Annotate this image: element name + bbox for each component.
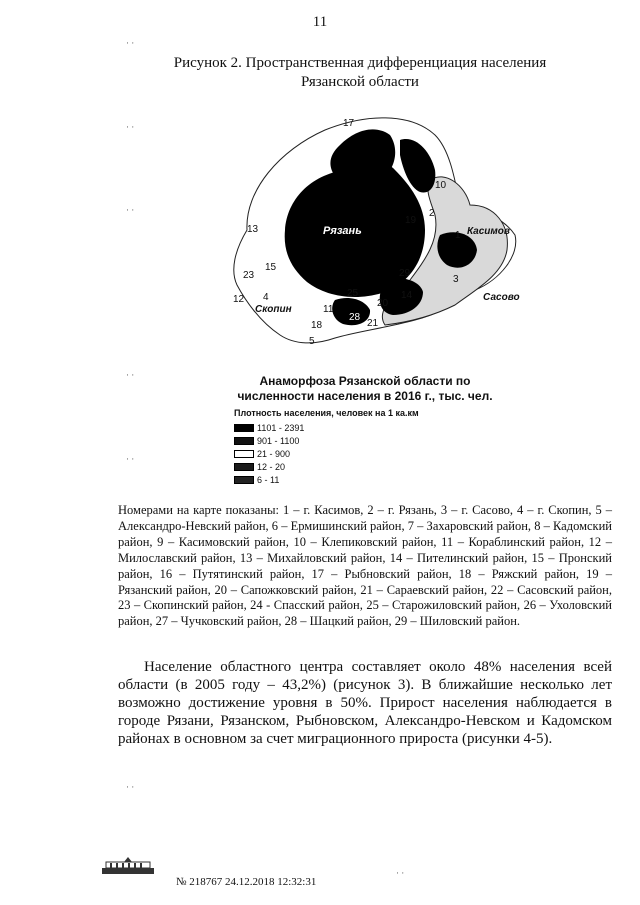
- figure-title-line-2: Рязанской области: [301, 74, 419, 90]
- anamorphosis-title: [225, 374, 505, 404]
- figure-title: [150, 54, 570, 92]
- legend-label: 1101 - 2391: [257, 422, 305, 433]
- scan-mark: · ·: [126, 370, 135, 380]
- legend-swatch: [234, 424, 254, 432]
- scan-mark: · ·: [126, 205, 135, 215]
- district-23: 23: [243, 270, 255, 281]
- legend-swatch: [234, 437, 254, 445]
- city-skopin-label: Скопин: [255, 304, 292, 315]
- district-5: 5: [309, 336, 315, 347]
- scan-mark: · ·: [126, 782, 135, 792]
- district-29: 29: [399, 268, 411, 279]
- legend-label: 12 - 20: [257, 461, 286, 472]
- legend-item: [234, 434, 419, 447]
- district-19: 19: [405, 215, 417, 226]
- district-15: 15: [265, 262, 277, 273]
- district-13: 13: [247, 224, 259, 235]
- scan-mark: · ·: [126, 454, 135, 464]
- scan-mark: · ·: [126, 122, 135, 132]
- document-stamp: № 218767 24.12.2018 12:32:31: [176, 876, 317, 888]
- anamorphosis-title-line-1: Анаморфоза Рязанской области по: [259, 374, 471, 388]
- legend-swatch: [234, 476, 254, 484]
- district-18: 18: [311, 320, 323, 331]
- legend-title: Плотность населения, человек на 1 ка.км: [234, 408, 419, 418]
- legend-item: [234, 447, 419, 460]
- district-25: 25: [347, 288, 359, 299]
- district-28: 28: [349, 312, 361, 323]
- district-1: 1: [455, 230, 461, 241]
- city-ryazan-label: Рязань: [323, 225, 362, 237]
- anamorphosis-map: [225, 110, 525, 360]
- district-21: 21: [367, 318, 379, 329]
- legend-swatch: [234, 463, 254, 471]
- legend-label: 901 - 1100: [257, 435, 300, 446]
- figure-title-line-1: Рисунок 2. Пространственная дифференциация населения: [173, 55, 547, 71]
- map-svg: [225, 110, 525, 360]
- scan-mark: · ·: [126, 38, 135, 48]
- city-kasimov-label: Касимов: [467, 226, 510, 237]
- legend-item: [234, 460, 419, 473]
- map-legend: [234, 408, 419, 486]
- district-2: 2: [429, 208, 435, 219]
- district-10: 10: [435, 180, 447, 191]
- district-12: 12: [233, 294, 245, 305]
- legend-label: 21 - 900: [257, 448, 291, 459]
- district-4: 4: [263, 292, 269, 303]
- legend-swatch: [234, 450, 254, 458]
- page-number: 11: [312, 14, 328, 30]
- building-logo-icon: [100, 856, 156, 876]
- map-numbers-caption: Номерами на карте показаны: 1 – г. Касимов, 2 – г. Рязань, 3 – г. Сасово, 4 – г. Скопин, 5 – Александро-Невский район, 6 – Ермишинский район, 7 – Захаровский район, 8 – Кадомский район, 9 – Касимовский район, 10 – Клепиковский район, 11 – Кораблинский район, 12 – Милославский район, 13 – Михайловский район, 14 – Пителинский район, 15 – Пронский район, 16 – Путятинский район, 17 – Рыбновский район, 18 – Ряжский район, 19 – Рязанский район, 20 – Сапожковский район, 21 – Сараевский район, 22 – Сасовский район, 23 – Скопинский район, 24 - Спасский район, 25 – Старожиловский район, 26 – Ухоловский район, 27 – Чучковский район, 28 – Шацкий район, 29 – Шиловский район.: [118, 503, 612, 629]
- body-paragraph-text: Население областного центра составляет около 48% населения всей области (в 2005 году – 43,2%) (рисунок 3). В ближайшие несколько лет возможно достижение уровня в 50%. Прирост населения наблюдается в городе Рязани, Рязанском, Рыбновском, Александро-Невском и Кадомском районах в основном за счет миграционного прироста (рисунки 4-5).: [118, 659, 612, 747]
- district-3: 3: [453, 274, 459, 285]
- district-14: 14: [401, 290, 413, 301]
- body-paragraph: [118, 658, 612, 748]
- city-sasovo-label: Сасово: [483, 292, 520, 303]
- legend-label: 6 - 11: [257, 474, 280, 485]
- district-17: 17: [343, 118, 355, 129]
- scan-mark: · ·: [396, 868, 405, 878]
- district-11: 11: [323, 304, 334, 315]
- legend-item: [234, 421, 419, 434]
- district-20: 20: [377, 298, 389, 309]
- legend-item: [234, 473, 419, 486]
- anamorphosis-title-line-2: численности населения в 2016 г., тыс. чел.: [237, 389, 493, 403]
